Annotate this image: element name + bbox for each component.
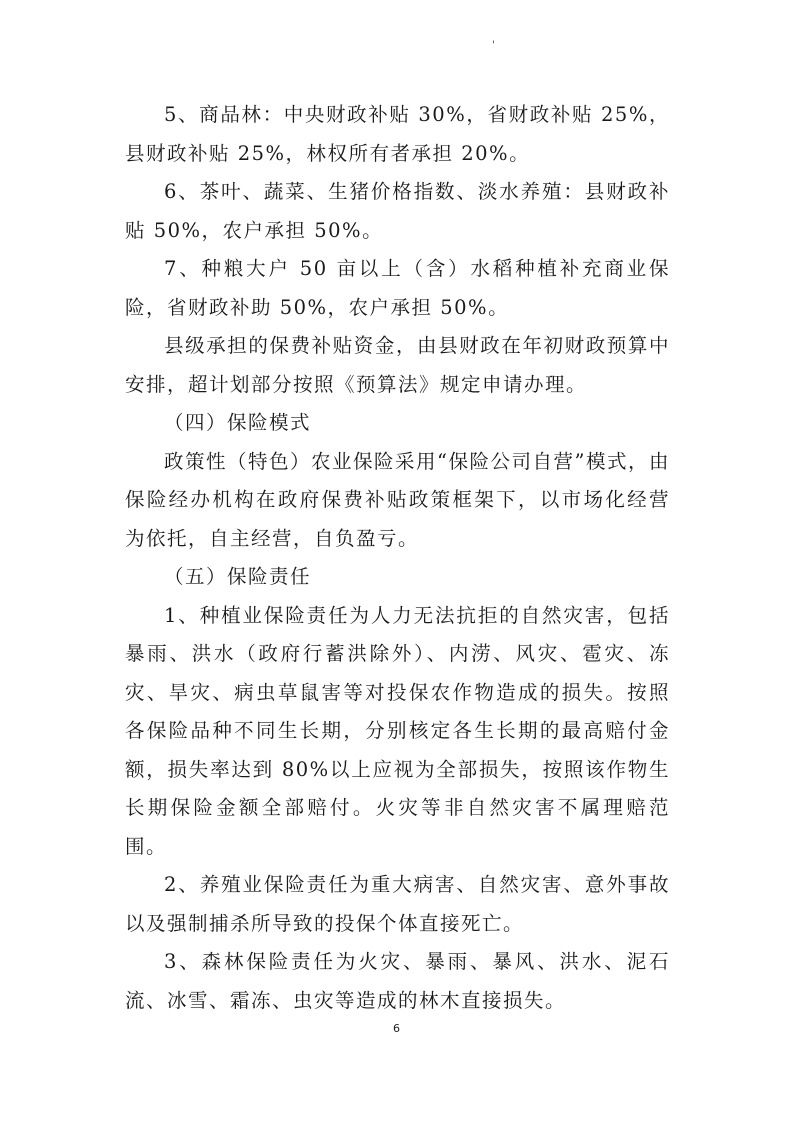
- paragraph-grain-growers: 7、种粮大户 50 亩以上（含）水稻种植补充商业保险，省财政补助 50%，农户承担 50%。: [125, 257, 670, 319]
- paragraph-breeding-liability: 2、养殖业保险责任为重大病害、自然灾害、意外事故以及强制捕杀所导致的投保个体直接死亡。: [125, 873, 670, 935]
- page-number: 6: [393, 1022, 400, 1035]
- section-heading-insurance-liability: （五）保险责任: [164, 565, 312, 588]
- paragraph-insurance-mode: 政策性（特色）农业保险采用“保险公司自营”模式，由保险经办机构在政府保费补贴政策框架下，以市场化经营为依托，自主经营，自负盈亏。: [125, 449, 670, 550]
- paragraph-tea-vegetables: 6、茶叶、蔬菜、生猪价格指数、淡水养殖：县财政补贴 50%，农户承担 50%。: [125, 180, 670, 242]
- corner-mark: ': [492, 40, 495, 51]
- paragraph-planting-liability: 1、种植业保险责任为人力无法抗拒的自然灾害，包括暴雨、洪水（政府行蓄洪除外）、内涝、风灾、雹灾、冻灾、旱灾、病虫草鼠害等对投保农作物造成的损失。按照各保险品种不同生长期，分别核定各生长期的最高赔付金额，损失率达到 80%以上应视为全部损失，按照该作物生长期保险金额全部赔付。火灾等非自然灾害不属理赔范围。: [125, 603, 670, 858]
- paragraph-county-subsidy: 县级承担的保费补贴资金，由县财政在年初财政预算中安排，超计划部分按照《预算法》规定申请办理。: [125, 334, 670, 396]
- paragraph-forest-liability: 3、森林保险责任为火灾、暴雨、暴风、洪水、泥石流、冰雪、霜冻、虫灾等造成的林木直接损失。: [125, 950, 670, 1012]
- document-body: [125, 96, 670, 1020]
- section-heading-insurance-mode: （四）保险模式: [164, 411, 312, 434]
- paragraph-commercial-forest: 5、商品林：中央财政补贴 30%，省财政补贴 25%，县财政补贴 25%，林权所有者承担 20%。: [125, 103, 670, 165]
